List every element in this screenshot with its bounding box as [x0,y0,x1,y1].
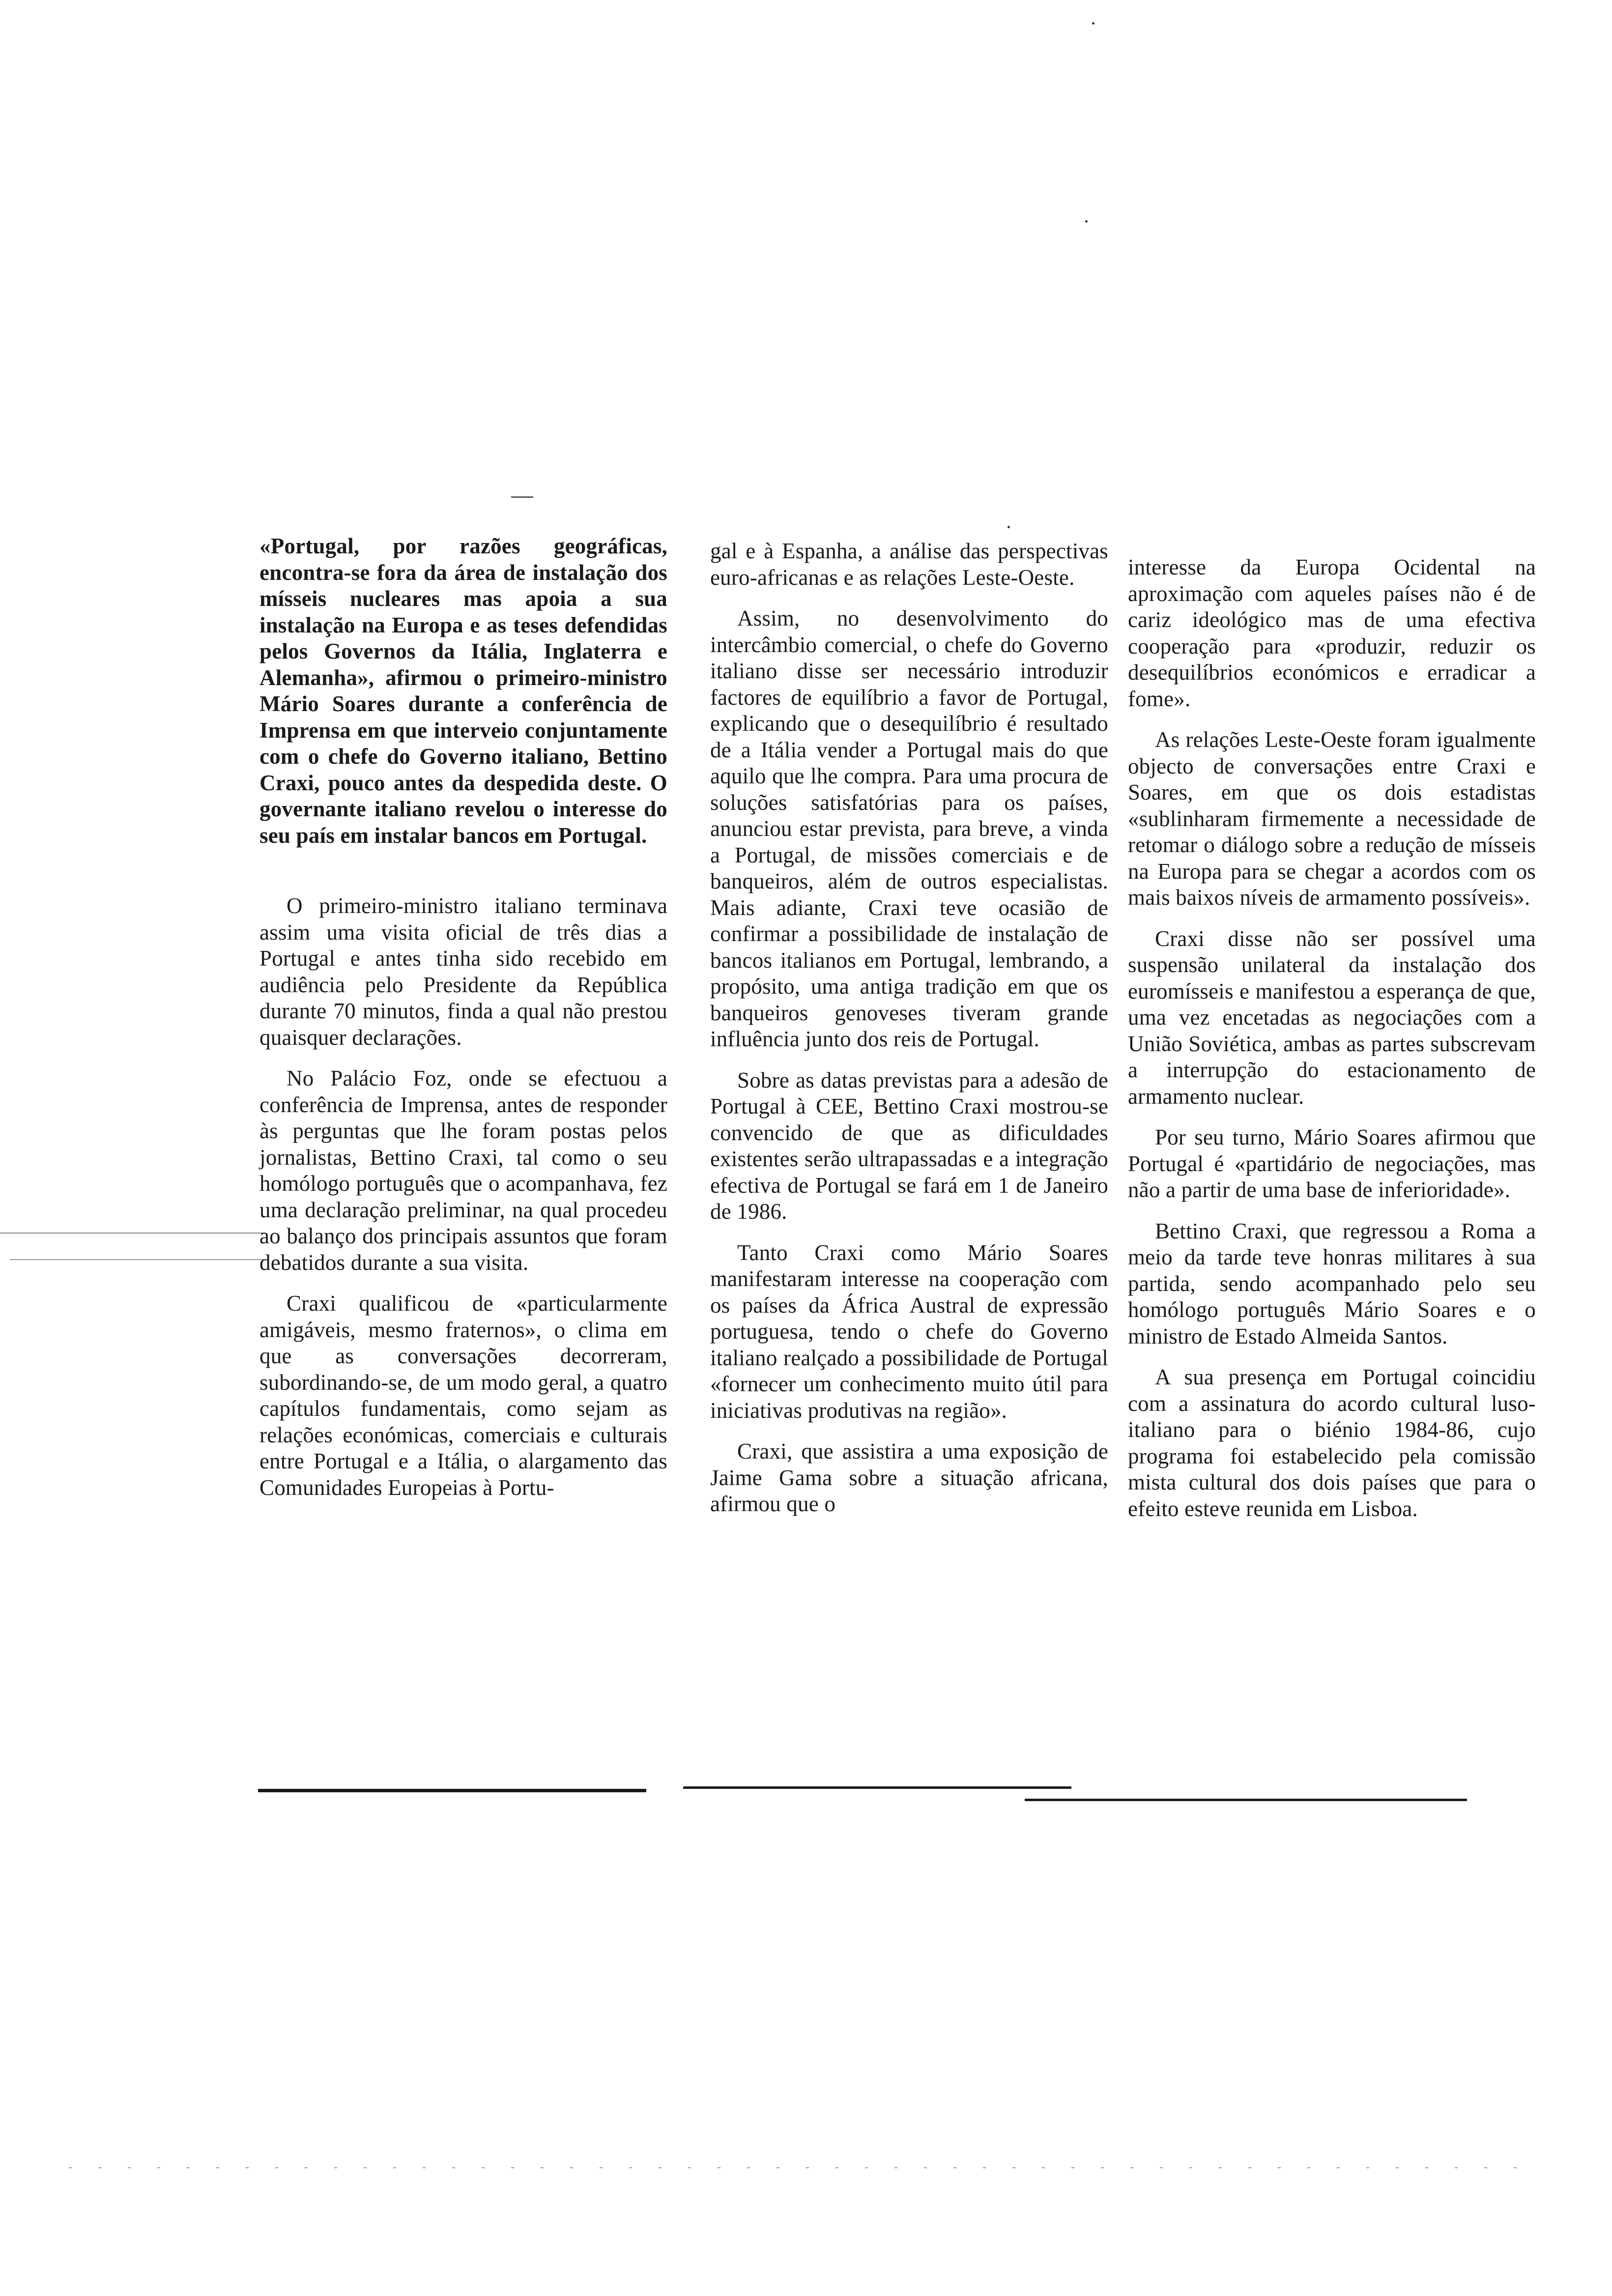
article-paragraph: interesse da Europa Ocidental na aproximação com aqueles países não é de cariz ideológico mas de uma efectiva cooperação para «produzir, reduzir os desequilíbrios económicos e erradicar a fome». [1128,555,1536,711]
article-paragraph: O primeiro-ministro italiano terminava assim uma visita oficial de três dias a Portugal e antes tinha sido recebido em audiência pelo Presidente da República durante 70 minutos, finda a qual não prestou quaisquer declarações. [259,893,667,1050]
scan-speck [1085,220,1088,223]
article-paragraph: Craxi qualificou de «particularmente amigáveis, mesmo fraternos», o clima em que as conversações decorreram, subordinando-se, de um modo geral, a quatro capítulos fundamentais, como sejam as relações económicas, comerciais e culturais entre Portugal e a Itália, o alargamento das Comunidades Europeias à Portu- [259,1291,667,1500]
scan-mark [511,496,533,498]
article-paragraph: gal e à Espanha, a análise das perspectivas euro-africanas e as relações Leste-Oeste. [710,539,1108,590]
scan-speck [1092,22,1094,25]
scan-noise [69,2167,1519,2168]
article-paragraph: Bettino Craxi, que regressou a Roma a meio da tarde teve honras militares à sua partida, sendo acompanhado pelo seu homólogo português Mário Soares e o ministro de Estado Almeida Santos. [1128,1218,1536,1349]
article-lead-paragraph: «Portugal, por razões geográficas, encontra-se fora da área de instalação dos mísseis nucleares mas apoia a sua instalação na Europa e as teses defendidas pelos Governos da Itália, Inglaterra e Alemanha», afirmou o primeiro-ministro Mário Soares durante a conferência de Imprensa em que interveio conjuntamente com o chefe do Governo italiano, Bettino Craxi, pouco antes da despedida deste. O governante italiano revelou o interesse do seu país em instalar bancos em Portugal. [259,534,667,848]
article-paragraph: Craxi disse não ser possível uma suspensão unilateral da instalação dos euromísseis e manifestou a esperança de que, uma vez encetadas as negociações com a União Soviética, ambas as partes subscrevam a interrupção do estacionamento de armamento nuclear. [1128,926,1536,1109]
article-paragraph: Sobre as datas previstas para a adesão de Portugal à CEE, Bettino Craxi mostrou-se convencido de que as dificuldades existentes serão ultrapassadas e a integração efectiva de Portugal se fará em 1 de Janeiro de 1986. [710,1067,1108,1224]
article-column-2 [710,538,1108,1532]
article-column-1 [259,533,667,1516]
column-end-rule [258,1789,646,1792]
article-paragraph: As relações Leste-Oeste foram igualmente objecto de conversações entre Craxi e Soares, em que os dois estadistas «sublinharam firmemente a necessidade de retomar o diálogo sobre a redução de mísseis na Europa para se chegar a acordos com os mais baixos níveis de armamento possíveis». [1128,727,1536,910]
fold-line [10,1259,265,1260]
article-paragraph: Craxi, que assistira a uma exposição de Jaime Gama sobre a situação africana, afirmou que o [710,1439,1108,1516]
article-column-3 [1128,554,1536,1537]
column-end-rule [1025,1799,1467,1801]
column-end-rule [683,1786,1071,1789]
fold-line [0,1233,265,1234]
article-paragraph: Assim, no desenvolvimento do intercâmbio comercial, o chefe do Governo italiano disse ser necessário introduzir factores de equilíbrio a favor de Portugal, explicando que o desequilíbrio é resultado de a Itália vender a Portugal mais do que aquilo que lhe compra. Para uma procura de soluções satisfatórias para os países, anunciou estar prevista, para breve, a vinda a Portugal, de missões comerciais e de banqueiros, além de outros especialistas. Mais adiante, Craxi teve ocasião de confirmar a possibilidade de instalação de bancos italianos em Portugal, lembrando, a propósito, uma antiga tradição em que os banqueiros genoveses tiveram grande influência junto dos reis de Portugal. [710,606,1108,1051]
article-paragraph: A sua presença em Portugal coincidiu com a assinatura do acordo cultural luso-italiano para o biénio 1984-86, cujo programa foi estabelecido pela comissão mista cultural dos dois países que para o efeito esteve reunida em Lisboa. [1128,1365,1536,1521]
scan-speck [1008,526,1010,528]
article-paragraph: Tanto Craxi como Mário Soares manifestaram interesse na cooperação com os países da África Austral de expressão portuguesa, tendo o chefe do Governo italiano realçado a possibilidade de Portugal «fornecer um conhecimento muito útil para iniciativas produtivas na região». [710,1240,1108,1423]
article-paragraph: No Palácio Foz, onde se efectuou a conferência de Imprensa, antes de responder às perguntas que lhe foram postas pelos jornalistas, Bettino Craxi, tal como o seu homólogo português que o acompanhava, fez uma declaração preliminar, na qual procedeu ao balanço dos principais assuntos que foram debatidos durante a sua visita. [259,1066,667,1275]
article-paragraph: Por seu turno, Mário Soares afirmou que Portugal é «partidário de negociações, mas não a partir de uma base de inferioridade». [1128,1125,1536,1202]
